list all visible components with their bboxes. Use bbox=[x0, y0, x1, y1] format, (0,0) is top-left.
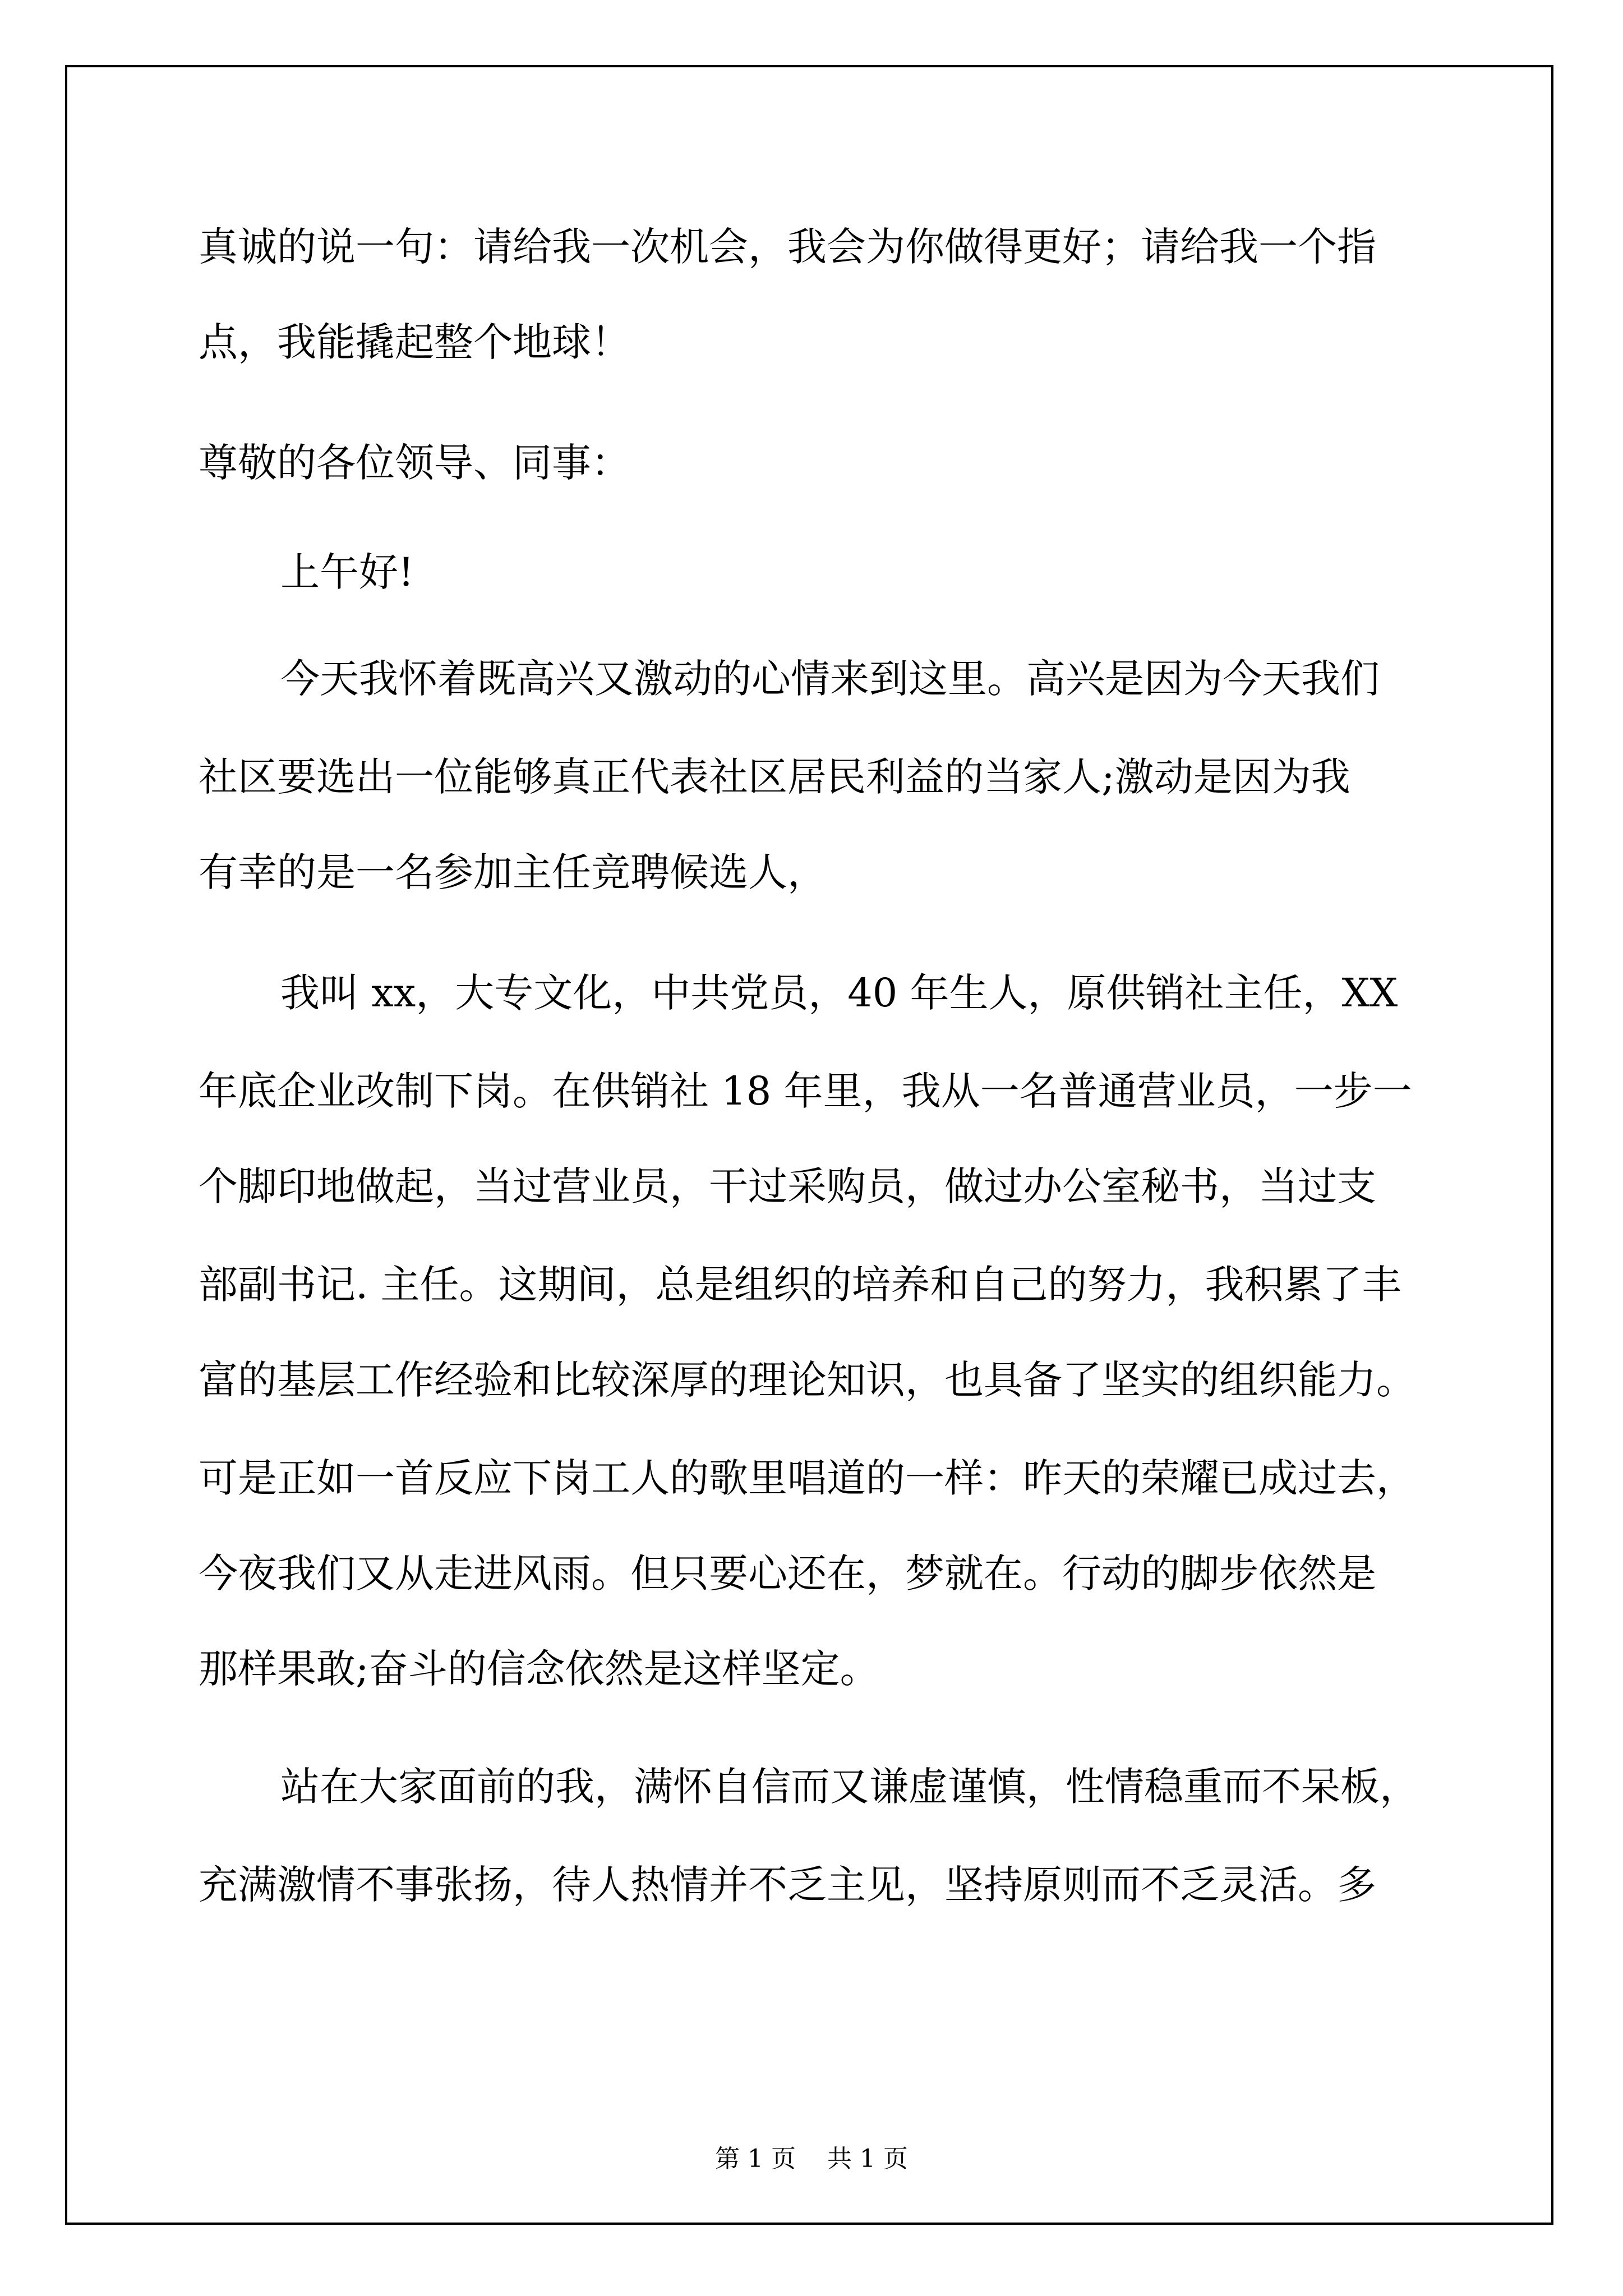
text-line: 我叫 xx，大专文化，中共党员，40 年生人，原供销社主任，XX bbox=[280, 970, 1398, 1016]
text-line: 点，我能撬起整个地球！ bbox=[199, 319, 630, 365]
text-line: 站在大家面前的我，满怀自信而又谦虚谨慎，性情稳重而不呆板， bbox=[280, 1764, 1419, 1810]
text-line: 可是正如一首反应下岗工人的歌里唱道的一样：昨天的荣耀已成过去， bbox=[199, 1455, 1415, 1501]
text-line: 今天我怀着既高兴又激动的心情来到这里。高兴是因为今天我们 bbox=[280, 656, 1380, 702]
text-line: 有幸的是一名参加主任竞聘候选人， bbox=[199, 849, 827, 895]
text-line: 部副书记. 主任。这期间，总是组织的培养和自己的努力，我积累了丰 bbox=[199, 1262, 1401, 1308]
text-line: 那样果敢;奋斗的信念依然是这样坚定。 bbox=[199, 1646, 879, 1692]
salutation: 尊敬的各位领导、同事： bbox=[199, 440, 630, 486]
text-line: 今夜我们又从走进风雨。但只要心还在，梦就在。行动的脚步依然是 bbox=[199, 1550, 1376, 1596]
text-line: 年底企业改制下岗。在供销社 18 年里，我从一名普通营业员，一步一 bbox=[199, 1068, 1412, 1114]
text-line: 社区要选出一位能够真正代表社区居民利益的当家人;激动是因为我 bbox=[199, 754, 1350, 800]
text-line: 充满激情不事张扬，待人热情并不乏主见，坚持原则而不乏灵活。多 bbox=[199, 1862, 1376, 1908]
text-line: 个脚印地做起，当过营业员，干过采购员，做过办公室秘书，当过支 bbox=[199, 1163, 1376, 1209]
text-line: 富的基层工作经验和比较深厚的理论知识，也具备了坚实的组织能力。 bbox=[199, 1357, 1415, 1403]
text-line: 真诚的说一句：请给我一次机会，我会为你做得更好；请给我一个指 bbox=[199, 224, 1376, 270]
page-number-footer: 第 1 页 共 1 页 bbox=[715, 2145, 908, 2173]
greeting: 上午好! bbox=[280, 549, 414, 595]
